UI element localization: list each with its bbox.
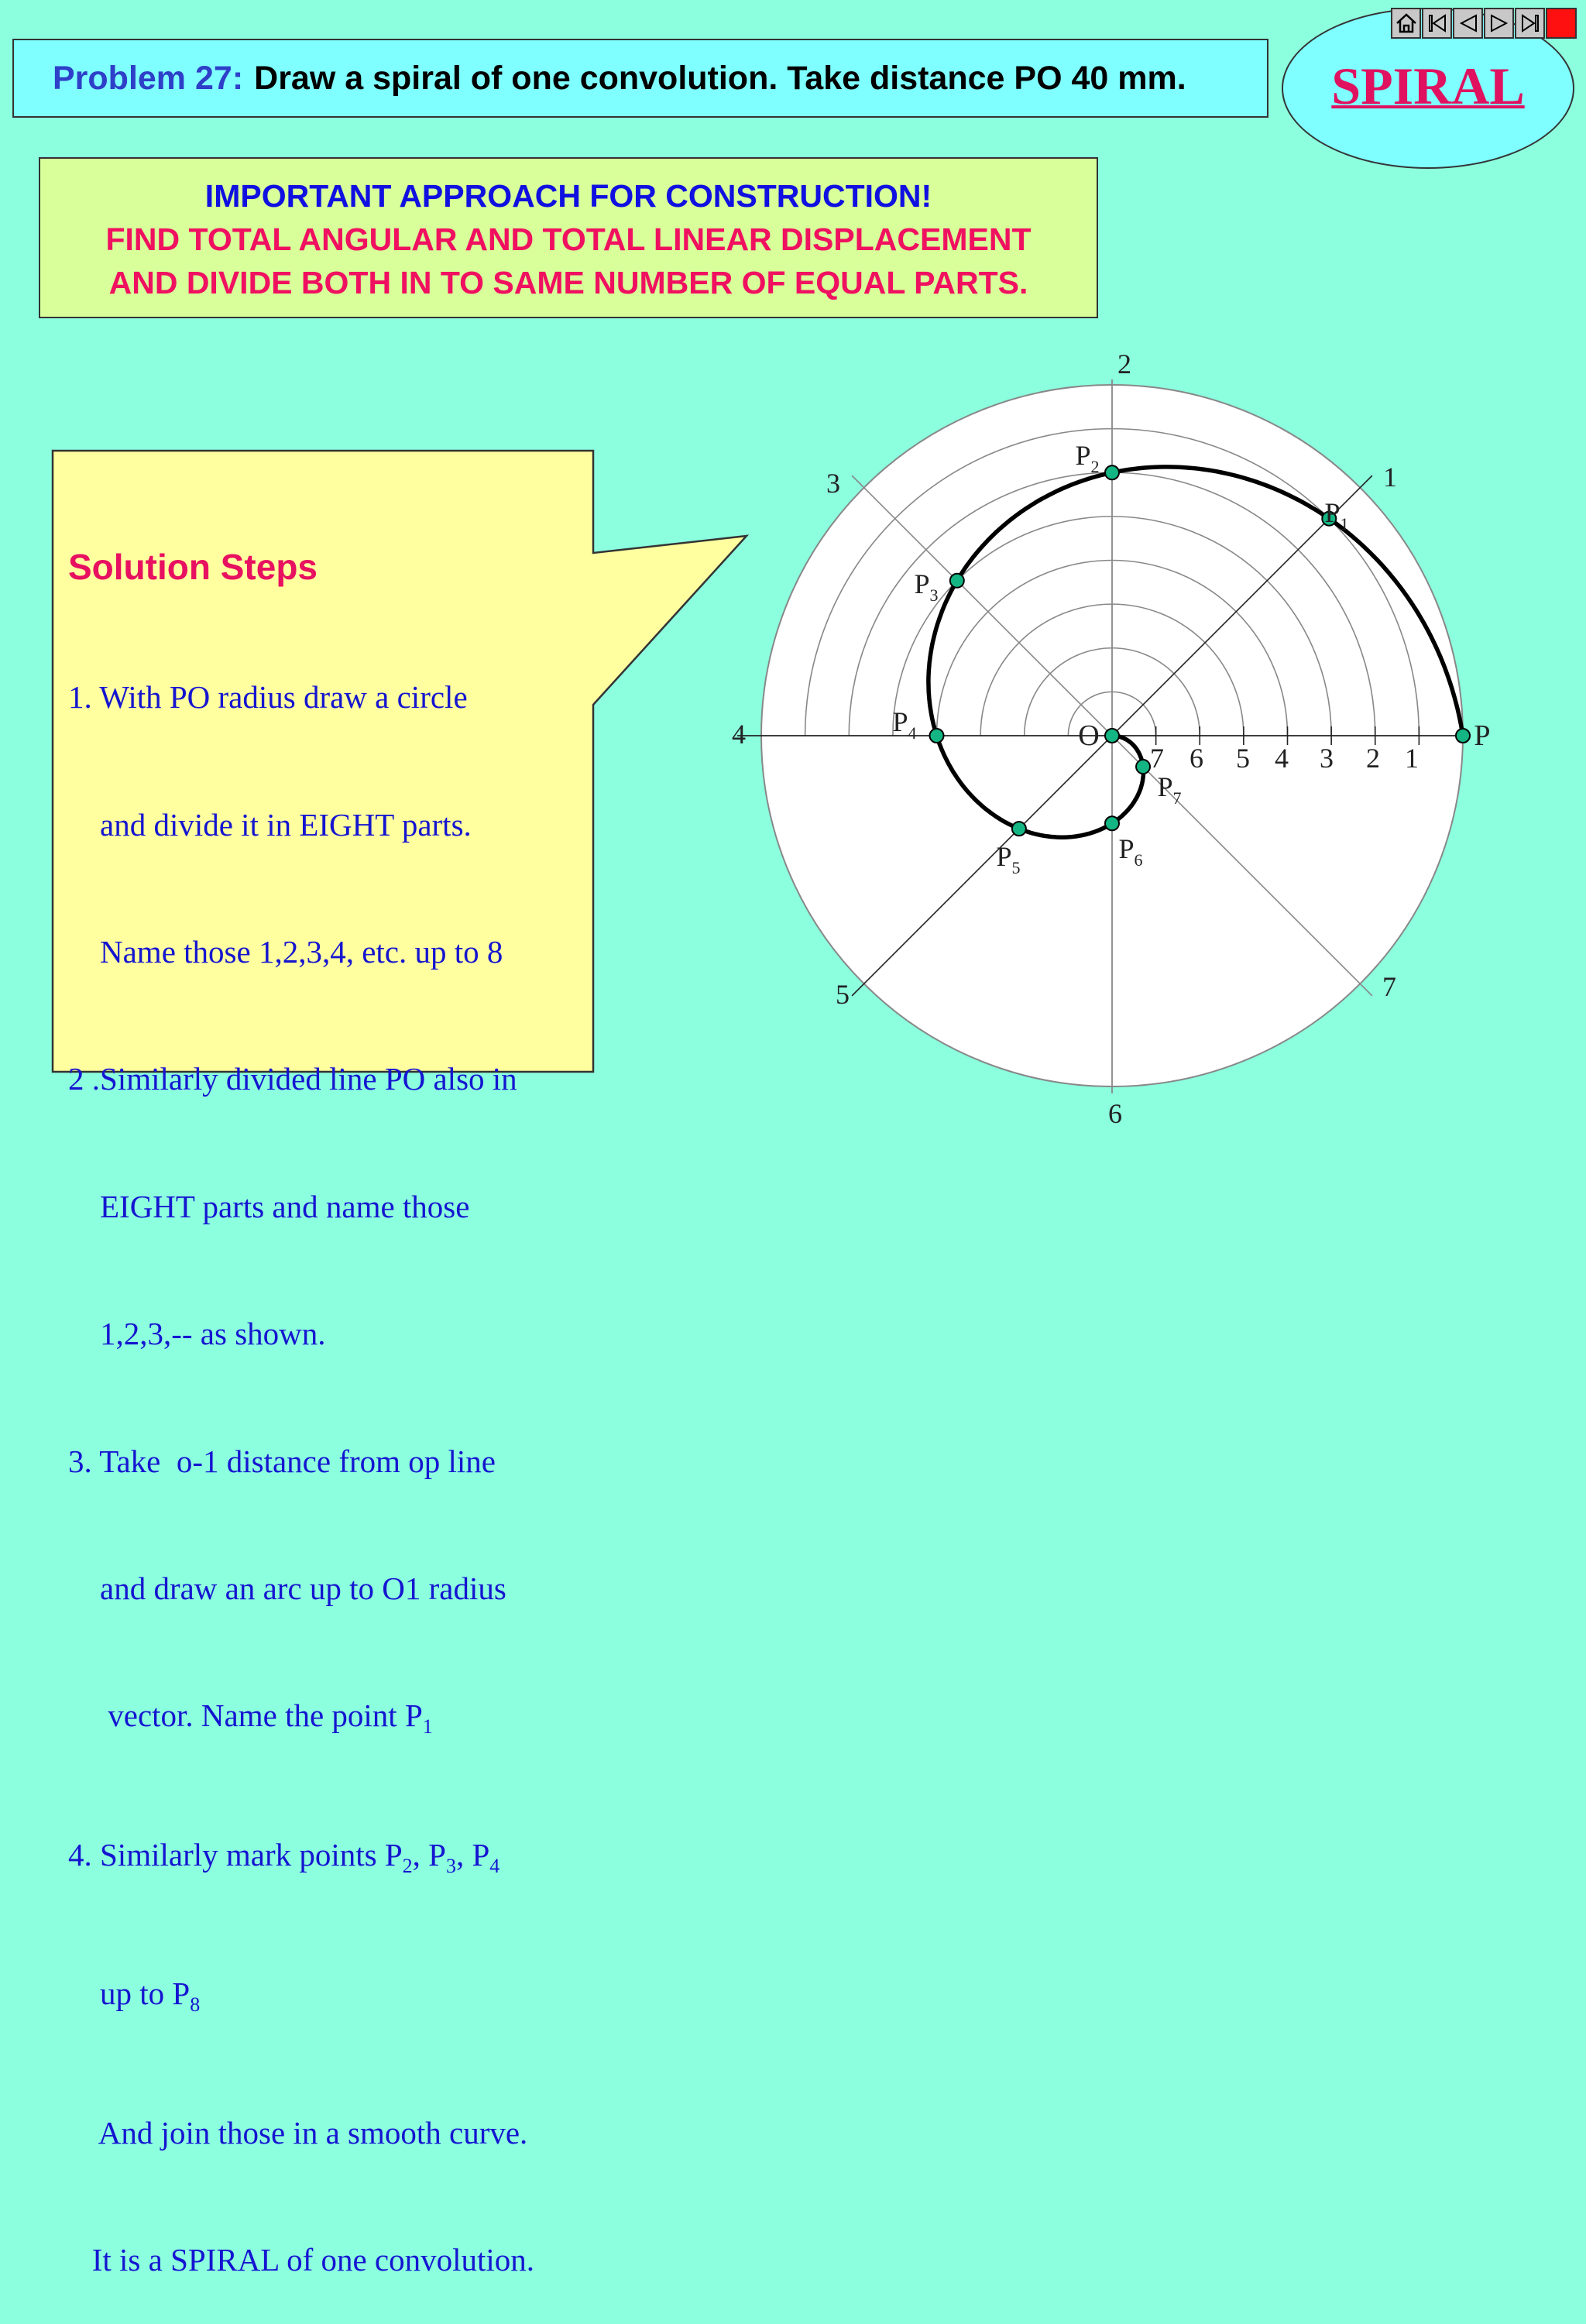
- step-line-13: It is a SPIRAL of one convolution.: [68, 2242, 535, 2278]
- step-line-11: [68, 1972, 595, 2027]
- radial-label-5: 5: [836, 979, 850, 1010]
- step-line-10-sub-4: 4: [489, 1855, 500, 1878]
- radial-label-1: 1: [1383, 462, 1397, 493]
- division-label-5: 5: [1236, 743, 1250, 774]
- important-line-2: AND DIVIDE BOTH IN TO SAME NUMBER OF EQUAL PARTS.: [108, 265, 1028, 300]
- step-line-12: And join those in a smooth curve.: [68, 2115, 528, 2151]
- point-p5: [1012, 822, 1026, 836]
- point-label-p7: $P_7$: [1157, 771, 1182, 808]
- point-label-p2: $P_2$: [1075, 440, 1100, 476]
- division-label-4: 4: [1275, 743, 1289, 774]
- point-label-p6: $P_6$: [1118, 833, 1143, 870]
- step-line-9-text: vector. Name the point P: [68, 1698, 423, 1734]
- step-line-9: [68, 1694, 595, 1749]
- point-p3: [950, 574, 964, 588]
- important-title: IMPORTANT APPROACH FOR CONSTRUCTION!: [204, 178, 932, 214]
- division-label-2: 2: [1366, 743, 1380, 774]
- radial-label-4: 4: [732, 719, 746, 750]
- start-label-p: P: [1474, 719, 1491, 752]
- step-line-8: and draw an arc up to O1 radius: [68, 1570, 506, 1606]
- division-label-3: 3: [1320, 743, 1334, 774]
- point-p6: [1105, 816, 1119, 830]
- step-line-10-text: 4. Similarly mark points P: [68, 1836, 403, 1873]
- problem-text: Draw a spiral of one convolution. Take distance PO 40 mm.: [254, 59, 1186, 97]
- radial-label-3: 3: [826, 468, 840, 499]
- division-label-7: 7: [1150, 743, 1164, 774]
- radial-label-6: 6: [1108, 1098, 1122, 1129]
- division-label-1: 1: [1405, 743, 1419, 774]
- step-line-4: 2 .Similarly divided line PO also in: [68, 1061, 517, 1097]
- point-label-p4: $P_4$: [892, 706, 917, 743]
- slide-title: SPIRAL: [1331, 57, 1525, 115]
- solution-steps-title: Solution Steps: [68, 546, 318, 587]
- point-o: [1105, 729, 1119, 743]
- step-line-1: 1. With PO radius draw a circle: [68, 679, 468, 716]
- center-label-o: O: [1078, 719, 1100, 752]
- problem-label: Problem 27:: [53, 59, 244, 97]
- step-line-10-sub-3: 3: [445, 1855, 456, 1878]
- point-label-p3: $P_3$: [914, 568, 939, 605]
- point-label-p5: $P_5$: [996, 841, 1021, 877]
- radial-label-7: 7: [1382, 971, 1396, 1002]
- step-line-10-sep-a: , P: [412, 1836, 446, 1873]
- step-line-5: EIGHT parts and name those: [68, 1188, 470, 1224]
- point-p7: [1136, 760, 1150, 774]
- step-line-6: 1,2,3,-- as shown.: [68, 1316, 326, 1352]
- step-line-10: [68, 1834, 595, 1888]
- step-line-2: and divide it in EIGHT parts.: [68, 806, 472, 843]
- point-p4: [930, 729, 944, 743]
- step-line-11-text: up to P: [68, 1976, 191, 2012]
- step-line-11-sub: 8: [190, 1993, 201, 2017]
- step-line-9-sub: 1: [422, 1715, 433, 1739]
- step-line-10-sub-2: 2: [402, 1855, 413, 1878]
- point-p: [1456, 729, 1470, 743]
- point-label-p1: $P_1$: [1324, 497, 1349, 534]
- step-line-7: 3. Take o-1 distance from op line: [68, 1443, 496, 1479]
- point-p2: [1105, 465, 1119, 479]
- division-label-6: 6: [1190, 743, 1203, 774]
- step-line-3: Name those 1,2,3,4, etc. up to 8: [68, 933, 503, 970]
- step-line-10-sep-b: , P: [455, 1836, 490, 1873]
- important-line-1: FIND TOTAL ANGULAR AND TOTAL LINEAR DISPLACEMENT: [105, 221, 1032, 257]
- radial-label-2: 2: [1117, 348, 1131, 379]
